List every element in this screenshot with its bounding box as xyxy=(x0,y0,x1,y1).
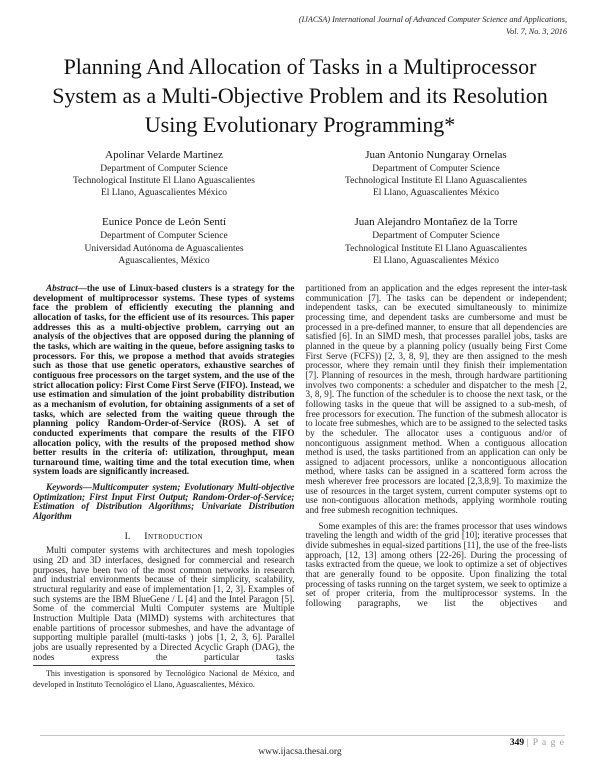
author-block-3 xyxy=(33,216,295,266)
intro-paragraph-left: Multi computer systems with architectures and mesh topologies using 2D and 3D interfaces, designed for commercial and research purposes, have been two of the most common networks in research and industrial environments because of their simplicity, scalability, structural regularity and ease of implementation [1, 2, 3]. Examples of such systems are the IBM BlueGene / L [4] and the Intel Paragon [5]. Some of the commercial Multi Computer systems are Multiple Instruction Multiple Data (MIMD) systems with architectures that enable partitions of processor submeshes, and have the advantage of supporting multiple parallel (multi-tasks ) jobs [1, 2, 3, 6]. Parallel jobs are usually represented by a Directed Acyclic Graph (DAG), the nodes express the particular tasks xyxy=(33,545,295,662)
intro-paragraph-right-1: partitioned from an application and the edges represent the inter-task communication [7]. The tasks can be dependent or independent; independent tasks, can be executed simultaneously to minimize processing time, and dependent tasks are cumbersome and must be processed in a pre-defined manner, to ensure that all dependencies are satisfied [6]. In an SIMD mesh, that processes parallel jobs, tasks are planned in the queue by a planning policy (usually being First Come First Serve (FCFS)) [2, 3, 8, 9], they are then assigned to the mesh processor, where they remain until they finish their implementation [7]. Planning of resources in the mesh, through hardware partitioning involves two components: a scheduler and dispatcher to the mesh [2, 3, 8, 9]. The function of the scheduler is to choose the next task, or the following tasks in the queue that will be assigned to a sub-mesh, of free processors for execution. The function of the submesh allocator is to locate free submeshes, which are to be assigned to the selected tasks by the scheduler. The allocator uses a contiguous and/or of noncontiguous assignment method. When a contiguous allocation method is used, the tasks partitioned from an application can only be assigned to adjacent processors, unlike a noncontiguous allocation method, where tasks can be assigned in a scattered form across the mesh wherever free processors are located [2,3,8,9]. To maximize the use of resources in the target system, current computer systems opt to use non-contiguous allocation methods, applying wormhole routing and free submesh recognition techniques. xyxy=(305,283,567,516)
author-institution: Universidad Autónoma de Aguascalientes xyxy=(84,243,244,254)
footer-divider xyxy=(40,735,565,736)
abstract-label: Abstract— xyxy=(46,283,87,293)
author-name: Juan Alejandro Montañez de la Torre xyxy=(354,216,518,229)
author-name: Apolinar Velarde Martinez xyxy=(105,149,223,161)
authors-section xyxy=(33,149,567,267)
journal-volume: Vol. 7, No. 3, 2016 xyxy=(506,26,567,36)
author-block-4 xyxy=(305,216,567,266)
author-name: Juan Antonio Nungaray Ornelas xyxy=(365,149,507,161)
section-heading-introduction xyxy=(33,532,295,542)
author-dept: Department of Computer Science xyxy=(100,164,228,174)
author-city: Aguascalientes, México xyxy=(118,255,210,266)
right-column xyxy=(306,284,568,690)
keywords-text: Multicomputer system; Evolutionary Multi-objective Optimization; First Input First Output; Random-Order-of-Service; Estimation of Distribution Algorithms; Univariate Distribution Algorithm xyxy=(33,482,295,522)
keywords-paragraph xyxy=(33,483,295,522)
paper-title: Planning And Allocation of Tasks in a Multiprocessor System as a Multi-Objective Problem and its Resolution Using Evolutionary Programming* xyxy=(52,54,548,138)
author-institution: Technological Institute El Llano Aguascalientes xyxy=(73,176,255,187)
author-block-2 xyxy=(305,149,567,199)
author-block-1 xyxy=(33,149,295,199)
keywords-label: Keywords— xyxy=(46,482,92,493)
footer-url: www.ijacsa.thesai.org xyxy=(258,747,342,757)
abstract-paragraph xyxy=(33,284,295,477)
author-institution: Technological Institute El Llano Aguascalientes xyxy=(345,243,527,254)
section-number: I. xyxy=(124,530,131,542)
author-city: El Llano, Aguascalientes México xyxy=(100,188,228,199)
author-dept: Department of Computer Science xyxy=(372,164,500,174)
abstract-text: the use of Linux-based clusters is a strategy for the development of multiprocessor systems. These types of systems face the problem of efficiently executing the planning and allocation of tasks, for the efficient use of its resources. This paper addresses this as a multi-objective problem, carrying out an analysis of the objectives that are opposed during the planning of the tasks, which are waiting in the queue, before assigning tasks to processors. For this, we propose a method that avoids strategies such as those that use genetic operators, exhaustive searches of contiguous free processors on the target system, and the use of the strict allocation policy: First Come First Serve (FIFO). Instead, we use estimation and simulation of the joint probability distribution as a mechanism of evolution, for obtaining assignments of a set of tasks, which are selected from the waiting queue through the planning policy Random-Order-of-Service (ROS). A set of conducted experiments that compare the results of the FIFO allocation policy, with the results of the proposed method show better results in the criteria of: utilization, throughput, mean turnaround time, waiting time and the total execution time, when system loads are significantly increased. xyxy=(33,283,295,477)
author-name: Eunice Ponce de León Sentí xyxy=(101,216,227,229)
author-institution: Technological Institute El Llano Aguascalientes xyxy=(345,176,527,187)
journal-header xyxy=(299,14,567,38)
sponsor-footnote: This investigation is sponsored by Tecnológico Nacional de México, and developed in Instituto Tecnológico el Llano, Aguascalientes, México. xyxy=(33,665,295,690)
body-columns xyxy=(33,284,567,690)
author-city: El Llano, Aguascalientes México xyxy=(372,188,500,199)
page-number-value: 349 xyxy=(509,738,525,748)
author-dept: Department of Computer Science xyxy=(100,231,228,242)
section-title: Introduction xyxy=(144,530,203,542)
intro-paragraph-right-2: Some examples of this are: the frames processor that uses windows traveling the length and width of the grid [10]; iterative processes that divide submeshes in equal-sized partitions [11], the use of the free-lists approach, [12, 13] among others [22-26]. During the processing of tasks extracted from the queue, we look to optimize a set of objectives that are generally found to be opposite. Upon finalizing the total processing of tasks running on the target system, we seek to optimize a set of proper criteria, from the multiprocessor systems. In the following paragraphs, we list the objectives and xyxy=(305,520,567,608)
page-word: | P a g e xyxy=(526,738,565,748)
left-column xyxy=(33,284,295,690)
author-dept: Department of Computer Science xyxy=(372,231,500,242)
journal-name: (IJACSA) International Journal of Advanced Computer Science and Applications, xyxy=(298,15,567,24)
author-city: El Llano, Aguascalientes México xyxy=(372,255,500,266)
